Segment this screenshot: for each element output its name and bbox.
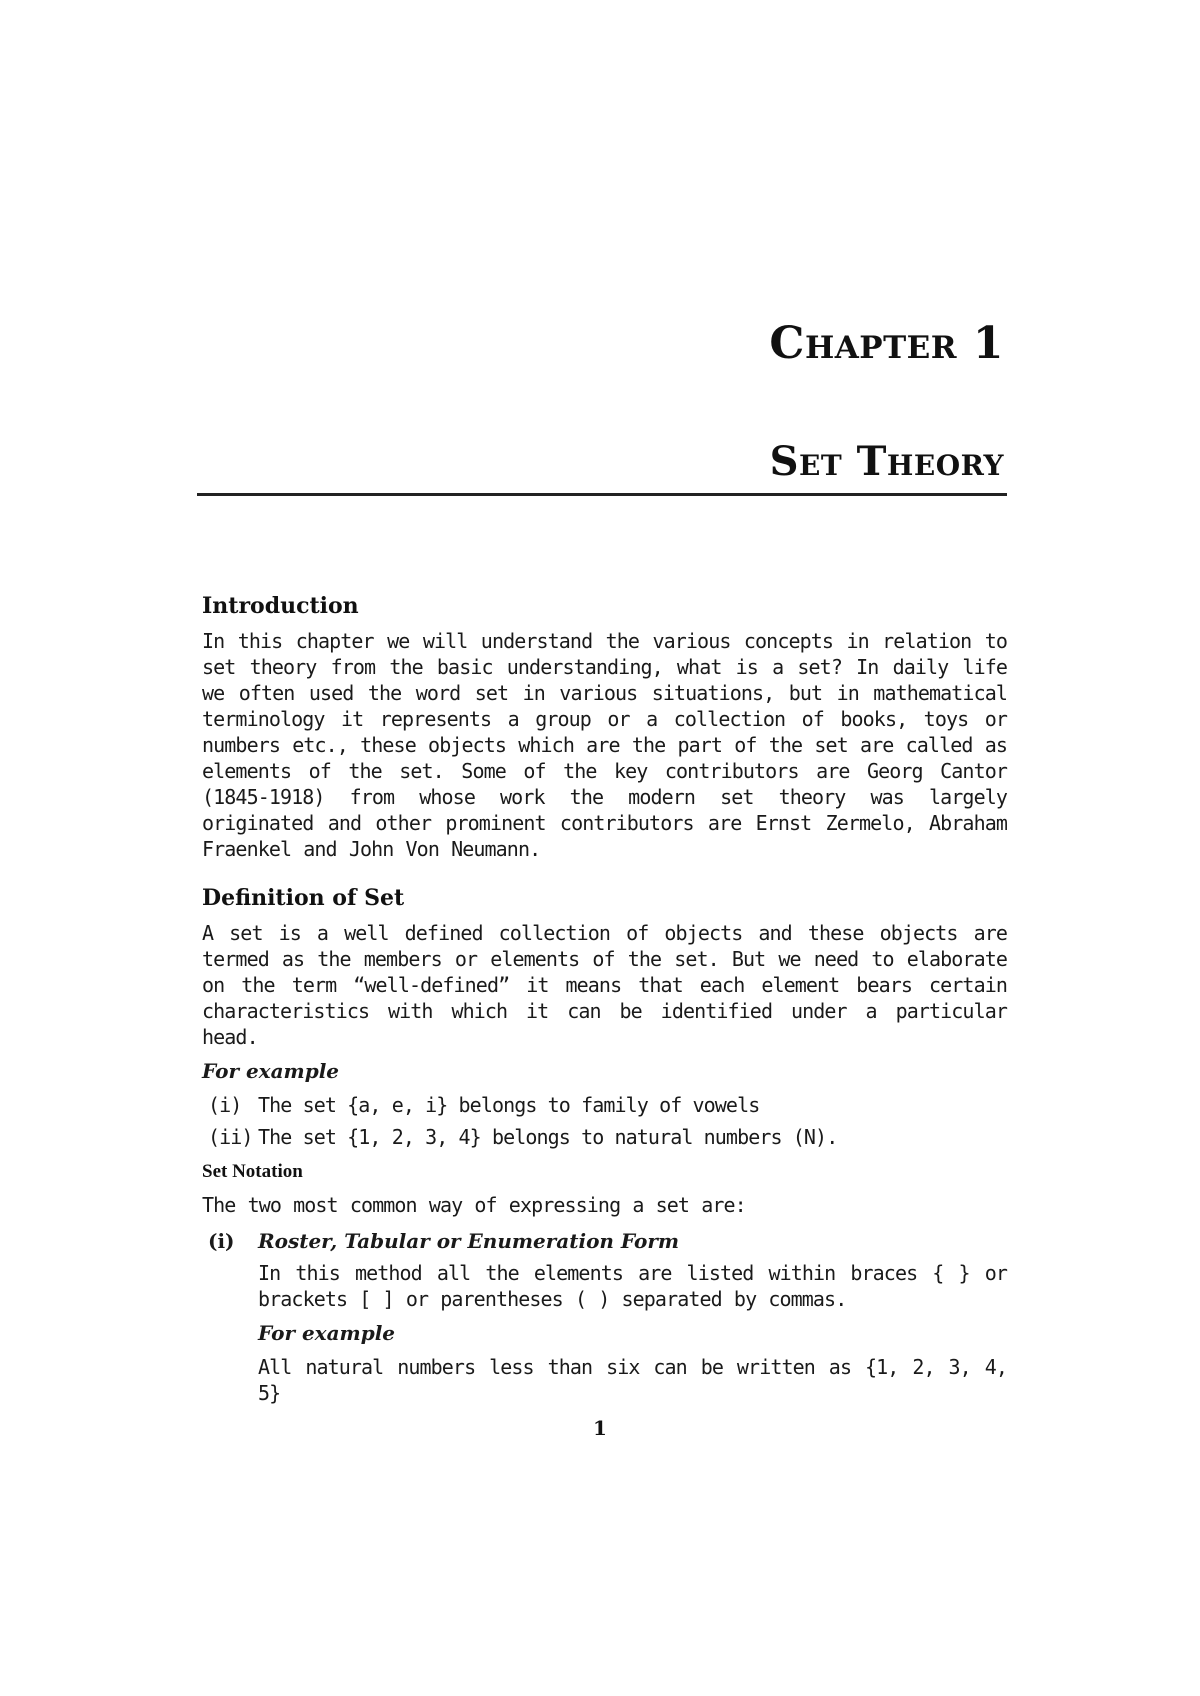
definition-paragraph: A set is a well defined collection of objects and these objects are termed as the members or elements of the set. But we need to elaborate on the term “well-defined” it means that each element bears certain characteristics with which it can be identified under a particular head. bbox=[202, 921, 1007, 1049]
page-number: 1 bbox=[593, 1416, 607, 1440]
example-item-number: (ii) bbox=[208, 1125, 253, 1149]
title-divider bbox=[197, 493, 1007, 496]
chapter-number: Chapter 1 bbox=[769, 318, 1004, 369]
roster-example-text: All natural numbers less than six can be written as {1, 2, 3, 4, 5} bbox=[258, 1355, 1007, 1405]
roster-method-heading bbox=[202, 1228, 1007, 1254]
roster-method-number: (i) bbox=[208, 1229, 235, 1253]
example-item-text: The set {1, 2, 3, 4} belongs to natural numbers (N). bbox=[258, 1125, 838, 1149]
introduction-heading: Introduction bbox=[202, 593, 359, 619]
roster-method-body bbox=[258, 1260, 1007, 1406]
set-notation-section bbox=[202, 1160, 1007, 1406]
roster-method-description: In this method all the elements are listed within braces { } or brackets [ ] or parentheses ( ) separated by commas. bbox=[258, 1261, 1007, 1311]
introduction-paragraph: In this chapter we will understand the various concepts in relation to set theory from the basic understanding, what is a set? In daily life we often used the word set in various situations, but in mathematical terminology it represents a group or a collection of books, toys or numbers etc., these objects which are the part of the set are called as elements of the set. Some of the key contributors are Georg Cantor (1845-1918) from whose work the modern set theory was largely originated and other prominent contributors are Ernst Zermelo, Abraham Fraenkel and John Von Neumann. bbox=[202, 629, 1007, 861]
example-item bbox=[202, 1124, 1007, 1150]
definition-example-label: For example bbox=[202, 1059, 340, 1083]
set-notation-heading: Set Notation bbox=[202, 1161, 303, 1182]
roster-example-label: For example bbox=[258, 1321, 396, 1345]
definition-heading: Definition of Set bbox=[202, 885, 405, 911]
roster-method-title: Roster, Tabular or Enumeration Form bbox=[258, 1229, 680, 1253]
page-content bbox=[202, 592, 1007, 1406]
example-item-text: The set {a, e, i} belongs to family of vowels bbox=[258, 1093, 760, 1117]
set-notation-intro: The two most common way of expressing a set are: bbox=[202, 1193, 746, 1217]
chapter-title: Set Theory bbox=[769, 438, 1004, 485]
example-item-number: (i) bbox=[208, 1093, 242, 1117]
introduction-section bbox=[202, 592, 1007, 862]
example-item bbox=[202, 1092, 1007, 1118]
definition-section bbox=[202, 884, 1007, 1150]
